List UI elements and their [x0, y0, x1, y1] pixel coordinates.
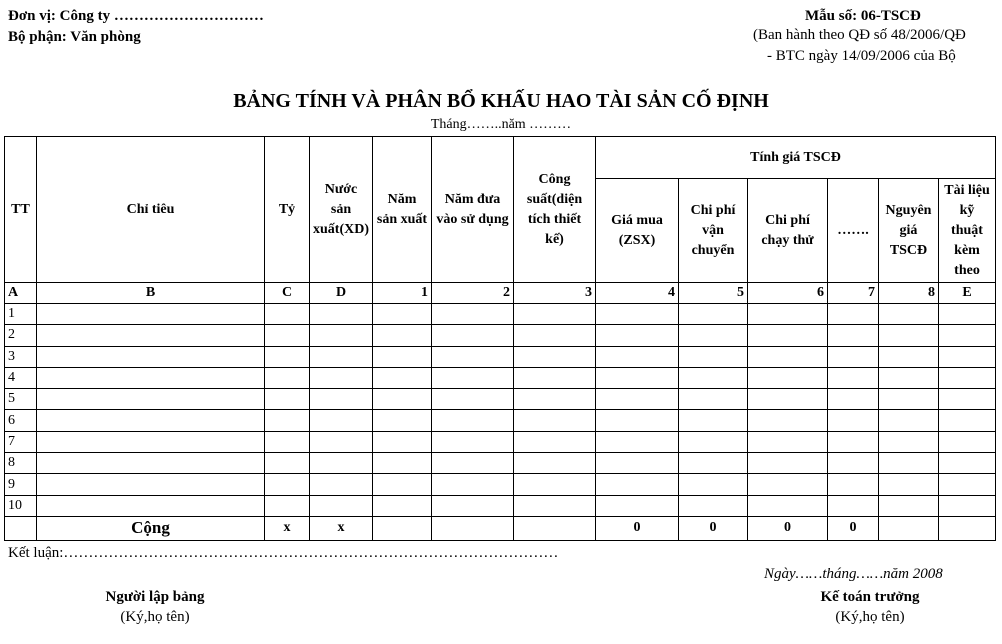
total-nuoc: x [310, 516, 373, 540]
total-empty-cell [373, 516, 432, 540]
total-empty-cell [879, 516, 939, 540]
table-cell [265, 431, 310, 452]
table-cell [748, 431, 828, 452]
table-cell [373, 495, 432, 516]
table-cell [310, 431, 373, 452]
table-cell [748, 325, 828, 346]
header-tai-lieu: Tài liệu kỹ thuật kèm theo [939, 179, 996, 283]
table-cell [828, 304, 879, 325]
table-cell [748, 495, 828, 516]
header-other-costs: ……. [828, 179, 879, 283]
table-cell [514, 389, 596, 410]
table-cell [828, 367, 879, 388]
total-empty-cell [432, 516, 514, 540]
table-cell [879, 346, 939, 367]
table-cell [514, 453, 596, 474]
column-code: 6 [748, 283, 828, 304]
row-number: 9 [5, 474, 37, 495]
column-code: 5 [679, 283, 748, 304]
issued-by-line-2: - BTC ngày 14/09/2006 của Bộ [767, 48, 956, 64]
row-number: 10 [5, 495, 37, 516]
table-cell [679, 410, 748, 431]
table-row [5, 431, 996, 452]
table-cell [828, 495, 879, 516]
header-nam-dua-vao-su-dung: Năm đưa vào sử dụng [432, 137, 514, 283]
table-row [5, 367, 996, 388]
table-cell [748, 367, 828, 388]
table-body [5, 304, 996, 517]
table-cell [310, 325, 373, 346]
table-cell [514, 304, 596, 325]
total-label: Cộng [37, 516, 265, 540]
table-cell [514, 367, 596, 388]
total-col7: 0 [828, 516, 879, 540]
table-cell [514, 474, 596, 495]
table-cell [596, 431, 679, 452]
row-number: 5 [5, 389, 37, 410]
row-number: 1 [5, 304, 37, 325]
table-cell [748, 453, 828, 474]
preparer-signature-note: (Ký,họ tên) [120, 609, 190, 625]
table-cell [679, 495, 748, 516]
table-cell [879, 367, 939, 388]
table-cell [432, 410, 514, 431]
column-code: 1 [373, 283, 432, 304]
row-number: 2 [5, 325, 37, 346]
table-cell [879, 431, 939, 452]
column-code: 4 [596, 283, 679, 304]
row-number: 3 [5, 346, 37, 367]
table-cell [514, 431, 596, 452]
table-row [5, 474, 996, 495]
column-code-row [5, 283, 996, 304]
preparer-title: Người lập bảng [105, 589, 205, 605]
table-cell [373, 431, 432, 452]
total-row [5, 516, 996, 540]
column-code: A [5, 283, 37, 304]
table-cell [879, 495, 939, 516]
table-cell [37, 474, 265, 495]
table-cell [828, 346, 879, 367]
table-cell [432, 453, 514, 474]
unit-name: Đơn vị: Công ty ………………………… [8, 8, 264, 24]
header-nam-san-xuat: Năm sản xuất [373, 137, 432, 283]
table-cell [310, 304, 373, 325]
total-empty-cell [939, 516, 996, 540]
table-row [5, 389, 996, 410]
period-line: Tháng……..năm ……… [430, 117, 572, 132]
table-cell [679, 431, 748, 452]
header-gia-mua: Giá mua (ZSX) [596, 179, 679, 283]
column-code: 2 [432, 283, 514, 304]
table-row [5, 453, 996, 474]
column-code: 8 [879, 283, 939, 304]
table-cell [828, 474, 879, 495]
table-cell [37, 453, 265, 474]
table-cell [37, 367, 265, 388]
table-cell [37, 304, 265, 325]
table-cell [596, 474, 679, 495]
table-cell [373, 474, 432, 495]
table-cell [265, 346, 310, 367]
table-cell [310, 453, 373, 474]
table-cell [310, 410, 373, 431]
header-ty: Tỷ [265, 137, 310, 283]
table-cell [748, 304, 828, 325]
table-cell [939, 474, 996, 495]
table-cell [879, 389, 939, 410]
table-cell [373, 410, 432, 431]
signature-date: Ngày……tháng……năm 2008 [764, 566, 943, 582]
table-cell [939, 453, 996, 474]
document-title: BẢNG TÍNH VÀ PHÂN BỔ KHẤU HAO TÀI SẢN CỐ ĐỊNH [233, 90, 769, 112]
total-van-chuyen: 0 [679, 516, 748, 540]
department-name: Bộ phận: Văn phòng [8, 29, 141, 45]
table-cell [514, 346, 596, 367]
table-cell [265, 495, 310, 516]
table-cell [828, 389, 879, 410]
column-code: C [265, 283, 310, 304]
total-gia-mua: 0 [596, 516, 679, 540]
table-cell [37, 389, 265, 410]
table-cell [37, 346, 265, 367]
column-code: E [939, 283, 996, 304]
table-cell [310, 495, 373, 516]
table-cell [596, 325, 679, 346]
table-cell [432, 389, 514, 410]
table-cell [373, 389, 432, 410]
issued-by-line-1: (Ban hành theo QĐ số 48/2006/QĐ [753, 27, 966, 43]
chief-accountant-title: Kế toán trưởng [820, 589, 920, 605]
table-cell [373, 453, 432, 474]
table-cell [828, 325, 879, 346]
table-cell [679, 367, 748, 388]
table-cell [748, 389, 828, 410]
total-empty-cell [5, 516, 37, 540]
table-cell [748, 410, 828, 431]
table-cell [432, 304, 514, 325]
table-cell [879, 304, 939, 325]
total-empty-cell [514, 516, 596, 540]
header-chi-phi-van-chuyen: Chi phí vận chuyển [679, 179, 748, 283]
header-chi-tieu: Chỉ tiêu [37, 137, 265, 283]
row-number: 8 [5, 453, 37, 474]
table-row [5, 304, 996, 325]
table-cell [265, 389, 310, 410]
table-cell [514, 410, 596, 431]
table-cell [596, 367, 679, 388]
table-cell [679, 325, 748, 346]
column-code: D [310, 283, 373, 304]
table-cell [265, 474, 310, 495]
table-row [5, 346, 996, 367]
conclusion-line: Kết luận:……………………………………………………………………………………… [8, 545, 559, 561]
table-cell [310, 346, 373, 367]
row-number: 4 [5, 367, 37, 388]
table-cell [373, 367, 432, 388]
table-cell [310, 389, 373, 410]
table-cell [432, 325, 514, 346]
table-cell [265, 453, 310, 474]
header-nguyen-gia: Nguyên giá TSCĐ [879, 179, 939, 283]
header-nuoc-san-xuat: Nước sản xuất(XD) [310, 137, 373, 283]
table-cell [939, 495, 996, 516]
table-cell [939, 410, 996, 431]
header-cong-suat: Công suất(diện tích thiết kế) [514, 137, 596, 283]
table-cell [596, 495, 679, 516]
table-cell [432, 346, 514, 367]
table-cell [432, 495, 514, 516]
table-cell [679, 474, 748, 495]
table-cell [939, 325, 996, 346]
table-cell [37, 431, 265, 452]
row-number: 7 [5, 431, 37, 452]
table-cell [679, 304, 748, 325]
table-cell [748, 346, 828, 367]
table-cell [596, 453, 679, 474]
table-cell [265, 304, 310, 325]
table-cell [432, 431, 514, 452]
table-cell [373, 325, 432, 346]
table-cell [748, 474, 828, 495]
table-cell [37, 495, 265, 516]
table-cell [265, 325, 310, 346]
table-cell [596, 304, 679, 325]
table-cell [432, 474, 514, 495]
table-cell [939, 389, 996, 410]
header-chi-phi-chay-thu: Chi phí chạy thử [748, 179, 828, 283]
column-code: 3 [514, 283, 596, 304]
table-cell [939, 346, 996, 367]
table-cell [939, 367, 996, 388]
table-cell [879, 325, 939, 346]
table-cell [879, 410, 939, 431]
chief-accountant-signature-note: (Ký,họ tên) [835, 609, 905, 625]
table-cell [373, 346, 432, 367]
table-cell [596, 346, 679, 367]
table-cell [679, 453, 748, 474]
table-cell [679, 346, 748, 367]
table-cell [265, 367, 310, 388]
column-code: 7 [828, 283, 879, 304]
table-cell [432, 367, 514, 388]
form-number: Mẫu số: 06-TSCĐ [805, 8, 921, 24]
header-tt: TT [5, 137, 37, 283]
table-cell [373, 304, 432, 325]
total-chay-thu: 0 [748, 516, 828, 540]
table-cell [939, 431, 996, 452]
table-cell [828, 410, 879, 431]
table-cell [37, 325, 265, 346]
table-cell [828, 431, 879, 452]
table-cell [310, 367, 373, 388]
table-row [5, 325, 996, 346]
row-number: 6 [5, 410, 37, 431]
table-cell [596, 389, 679, 410]
total-ty: x [265, 516, 310, 540]
table-cell [514, 495, 596, 516]
column-code: B [37, 283, 265, 304]
table-row [5, 495, 996, 516]
table-cell [310, 474, 373, 495]
table-cell [265, 410, 310, 431]
table-cell [679, 389, 748, 410]
table-cell [37, 410, 265, 431]
table-cell [596, 410, 679, 431]
table-cell [828, 453, 879, 474]
depreciation-table [4, 136, 996, 541]
table-cell [879, 474, 939, 495]
header-tinh-gia-tscd: Tính giá TSCĐ [596, 137, 996, 179]
table-cell [879, 453, 939, 474]
table-row [5, 410, 996, 431]
table-cell [939, 304, 996, 325]
table-cell [514, 325, 596, 346]
